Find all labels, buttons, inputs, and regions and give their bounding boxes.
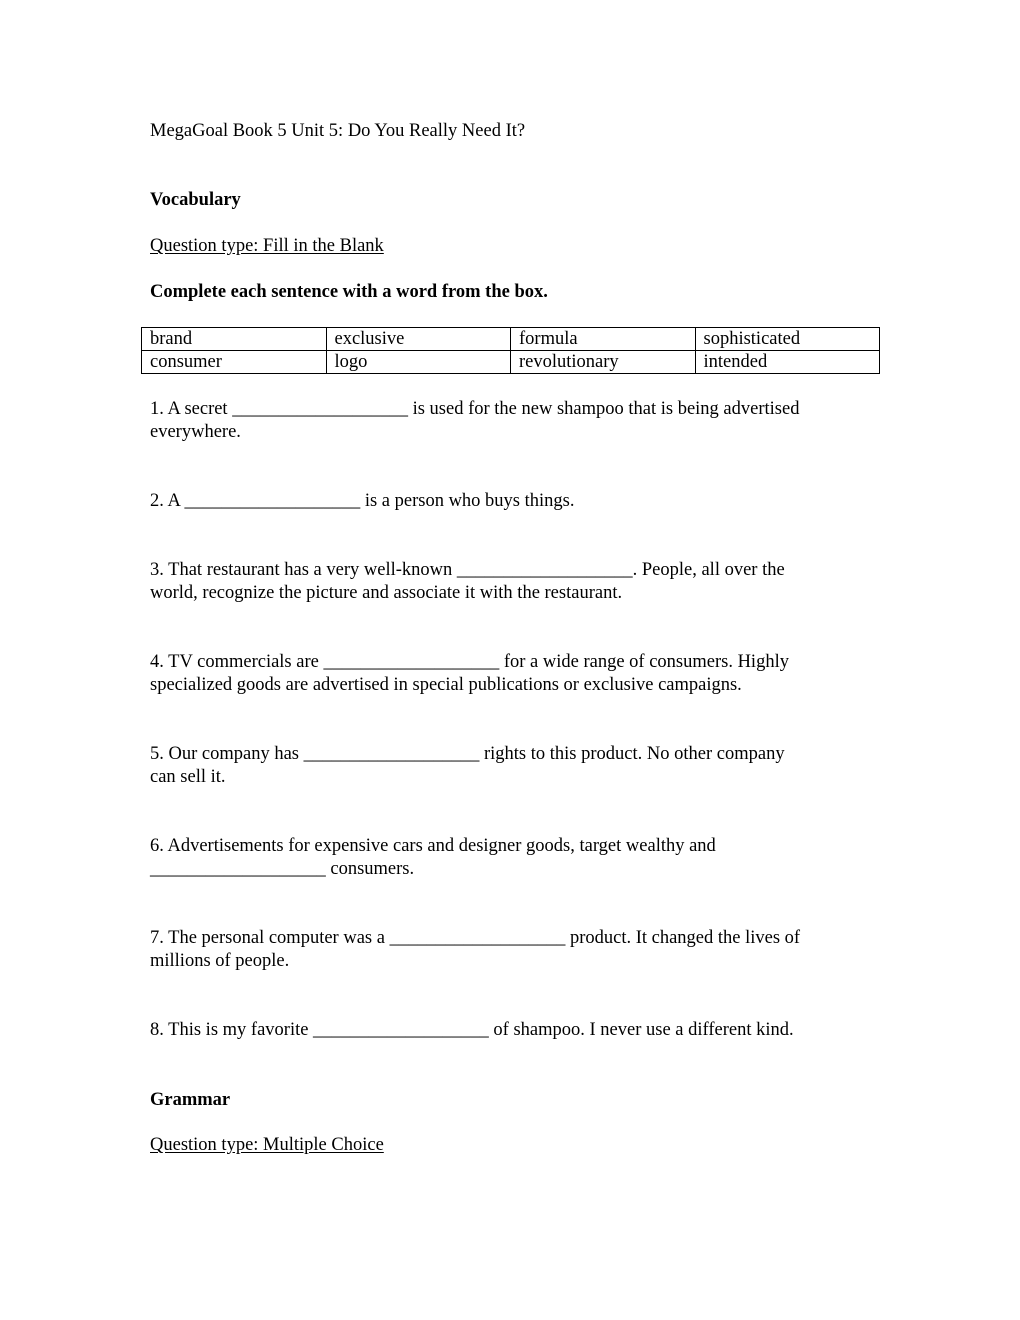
question-line: ___________________ consumers. [150, 859, 415, 879]
word-cell: revolutionary [511, 351, 696, 374]
word-cell: sophisticated [695, 328, 880, 351]
question-line: 8. This is my favorite ___________________ of shampoo. I never use a different kind. [150, 1020, 794, 1040]
question-5 [150, 743, 880, 789]
word-cell: logo [326, 351, 511, 374]
document-title: MegaGoal Book 5 Unit 5: Do You Really Need It? [150, 121, 526, 141]
question-8 [150, 1019, 880, 1042]
question-line: 4. TV commercials are ___________________ for a wide range of consumers. Highly [150, 652, 789, 672]
question-line: millions of people. [150, 951, 290, 971]
question-1 [150, 398, 880, 444]
vocabulary-heading: Vocabulary [150, 190, 241, 210]
question-2 [150, 490, 880, 513]
question-4 [150, 651, 880, 697]
word-box-row [142, 351, 880, 374]
question-line: 3. That restaurant has a very well-known ___________________. People, all over the [150, 560, 785, 580]
vocabulary-question-type: Question type: Fill in the Blank [150, 236, 384, 256]
question-line: 5. Our company has ___________________ rights to this product. No other company [150, 744, 785, 764]
question-line: world, recognize the picture and associate it with the restaurant. [150, 583, 623, 603]
word-box-row [142, 328, 880, 351]
question-6 [150, 835, 880, 881]
word-cell: formula [511, 328, 696, 351]
vocabulary-instruction: Complete each sentence with a word from the box. [150, 282, 548, 302]
word-cell: brand [142, 328, 327, 351]
question-line: 1. A secret ___________________ is used for the new shampoo that is being advertised [150, 399, 800, 419]
question-3 [150, 559, 880, 605]
question-line: 2. A ___________________ is a person who buys things. [150, 491, 575, 511]
question-line: 6. Advertisements for expensive cars and designer goods, target wealthy and [150, 836, 716, 856]
word-cell: intended [695, 351, 880, 374]
question-line: specialized goods are advertised in special publications or exclusive campaigns. [150, 675, 742, 695]
question-line: 7. The personal computer was a ___________________ product. It changed the lives of [150, 928, 801, 948]
grammar-question-type: Question type: Multiple Choice [150, 1135, 384, 1155]
question-line: can sell it. [150, 767, 226, 787]
grammar-heading: Grammar [150, 1090, 231, 1110]
question-7 [150, 927, 880, 973]
word-cell: exclusive [326, 328, 511, 351]
word-box [141, 327, 880, 374]
word-cell: consumer [142, 351, 327, 374]
question-line: everywhere. [150, 422, 241, 442]
